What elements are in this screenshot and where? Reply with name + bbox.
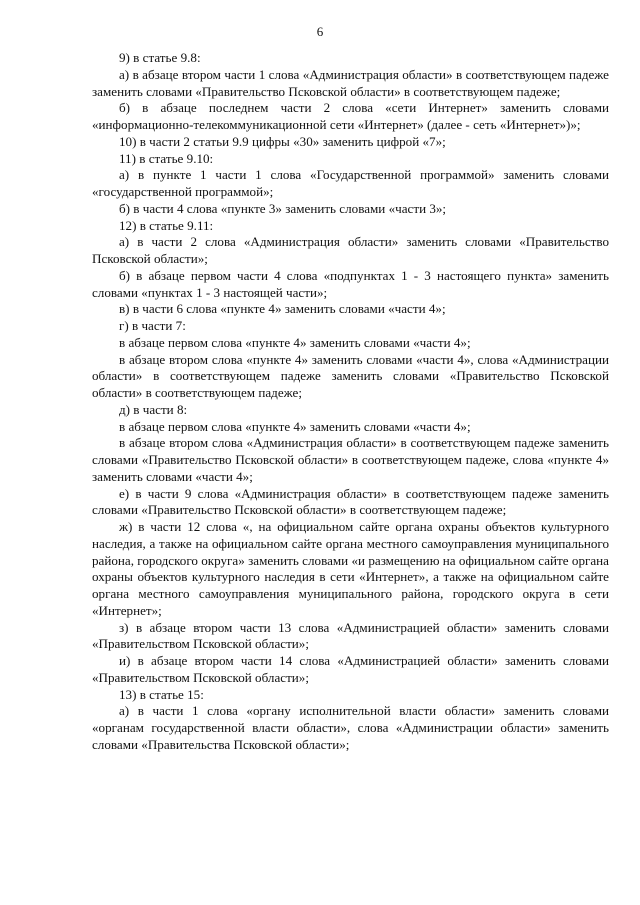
paragraph-12g-2: в абзаце втором слова «пункте 4» заменить словами «части 4», слова «Администрации области» в соответствующем падеже заменить словами «Правительство Псковской области» в соответствующем падеже; (92, 351, 609, 400)
paragraph-12d-1: в абзаце первом слова «пункте 4» заменить словами «части 4»; (119, 418, 471, 434)
paragraph-9-heading: 9) в статье 9.8: (119, 50, 201, 65)
paragraph-12e: е) в части 9 слова «Администрация области» в соответствующем падеже заменить словами «Правительство Псковской области» в соответствующем падеже; (92, 485, 609, 518)
paragraph-12z: з) в абзаце втором части 13 слова «Администрацией области» заменить словами «Правительством Псковской области»; (92, 619, 609, 652)
paragraph-13a: а) в части 1 слова «органу исполнительной власти области» заменить словами «органам государственной власти области», слова «Администрации области» заменить словами «Правительства Псковской области»; (92, 703, 609, 752)
paragraph-12-heading: 12) в статье 9.11: (119, 217, 214, 233)
paragraph-11a: а) в пункте 1 части 1 слова «Государственной программой» заменить словами «государственной программой»; (92, 167, 609, 199)
paragraph-9b: б) в абзаце последнем части 2 слова «сети Интернет» заменить словами «информационно-телекоммуникационной сети «Интернет» (далее - сеть «Интернет»)»; (92, 100, 609, 132)
paragraph-12i: и) в абзаце втором части 14 слова «Администрацией области» заменить словами «Правительством Псковской области»; (92, 653, 609, 685)
paragraph-12g-1: в абзаце первом слова «пункте 4» заменить словами «части 4»; (119, 334, 471, 350)
paragraph-12d-heading: д) в части 8: (119, 401, 188, 417)
paragraph-12g-heading: г) в части 7: (119, 318, 186, 333)
paragraph-12v: в) в части 6 слова «пункте 4» заменить словами «части 4»; (119, 301, 446, 317)
paragraph-12b: б) в абзаце первом части 4 слова «подпунктах 1 - 3 настоящего пункта» заменить словами «пунктах 1 - 3 настоящей части»; (92, 267, 609, 300)
page-number: 6 (316, 24, 324, 39)
document-body (92, 50, 609, 754)
paragraph-12d-2: в абзаце втором слова «Администрация области» в соответствующем падеже заменить словами «Правительство Псковской области» в соответствующем падеже, слова «пункте 4» заменить словами «части 4»; (92, 435, 609, 484)
paragraph-13-heading: 13) в статье 15: (119, 686, 204, 702)
paragraph-9a: а) в абзаце втором части 1 слова «Администрация области» в соответствующем падеже заменить словами «Правительство Псковской области» в соответствующем падеже; (92, 66, 609, 99)
paragraph-11-heading: 11) в статье 9.10: (119, 150, 214, 166)
paragraph-12a: а) в части 2 слова «Администрация области» заменить словами «Правительство Псковской области»; (92, 234, 609, 266)
paragraph-12zh: ж) в части 12 слова «, на официальном сайте органа охраны объектов культурного наследия, а также на официальном сайте органа местного самоуправления муниципального района, городского округа» заменить словами «и размещению на официальном сайте органа охраны объектов культурного наследия в сети «Интернет», а также на официальном сайте органа местного самоуправления муниципального района, городского округа в сети «Интернет»; (92, 519, 609, 618)
paragraph-11b: б) в части 4 слова «пункте 3» заменить словами «части 3»; (119, 200, 447, 216)
paragraph-10: 10) в части 2 статьи 9.9 цифры «30» заменить цифрой «7»; (119, 133, 446, 149)
